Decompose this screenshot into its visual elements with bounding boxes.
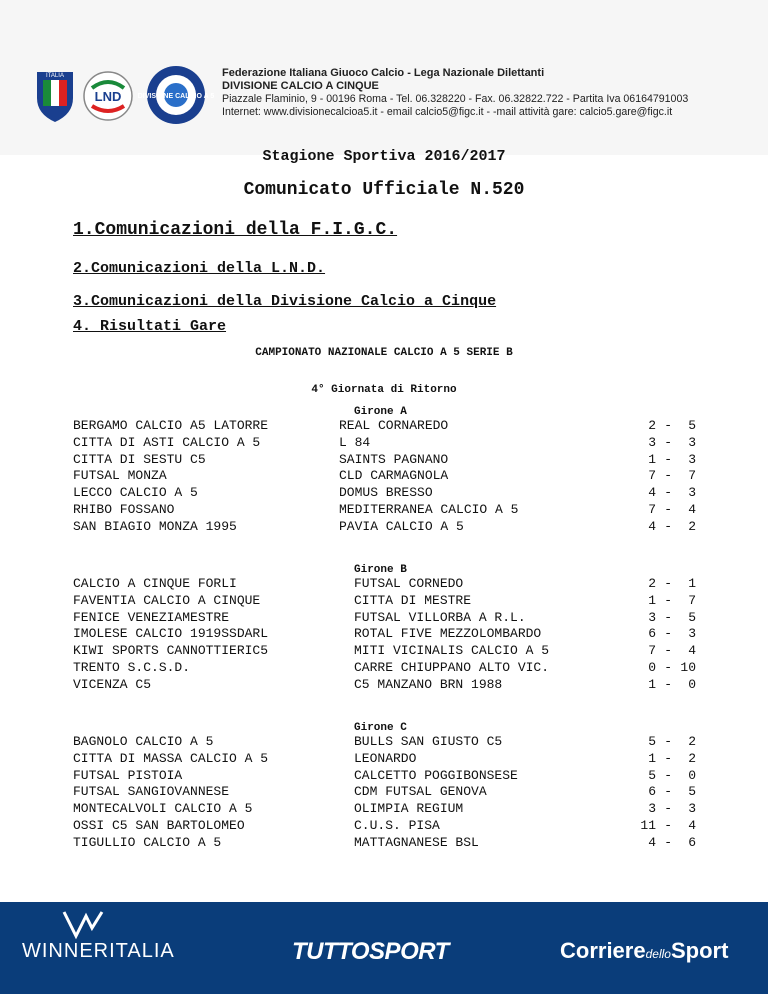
away-team: MEDITERRANEA CALCIO A 5	[339, 501, 519, 517]
home-score: 6	[648, 626, 656, 642]
away-team: BULLS SAN GIUSTO C5	[354, 734, 503, 749]
score-separator: -	[664, 485, 672, 501]
away-team: MATTAGNANESE BSL	[354, 834, 479, 850]
score-row	[630, 677, 696, 694]
girone-b-away-list	[354, 576, 549, 694]
away-score: 5	[688, 418, 696, 433]
championship-title: CAMPIONATO NAZIONALE CALCIO A 5 SERIE B	[255, 347, 513, 359]
home-score: 1	[648, 451, 656, 467]
away-score: 3	[688, 801, 696, 817]
home-score: 7	[648, 643, 656, 659]
home-team: RHIBO FOSSANO	[73, 501, 175, 517]
logo-c5-text: DIVISIONE CALCIO A 5	[137, 93, 215, 100]
home-team: CALCIO A CINQUE FORLI	[73, 576, 237, 591]
away-score: 7	[688, 468, 696, 484]
logo-italia-text: ITALIA	[46, 73, 64, 79]
away-score: 3	[688, 485, 696, 501]
score-row	[630, 801, 696, 818]
home-score: 4	[648, 485, 656, 501]
home-score: 2	[648, 418, 656, 433]
away-score: 3	[688, 626, 696, 642]
score-separator: -	[664, 734, 672, 749]
logo-lnd-text: LND	[94, 89, 122, 104]
score-row	[630, 485, 696, 502]
division-name: DIVISIONE CALCIO A CINQUE	[222, 80, 379, 92]
score-row	[630, 818, 696, 835]
score-row	[630, 768, 696, 785]
score-row	[630, 734, 696, 751]
home-team: OSSI C5 SAN BARTOLOMEO	[73, 817, 245, 833]
sponsor-winneritalia: WINNERITALIA	[22, 940, 175, 962]
score-row	[630, 576, 696, 593]
home-score: 1	[648, 750, 656, 766]
score-separator: -	[664, 643, 672, 659]
home-team: CITTA DI ASTI CALCIO A 5	[73, 434, 261, 450]
away-score: 5	[688, 609, 696, 625]
home-score: 3	[648, 801, 656, 817]
away-team: FUTSAL CORNEDO	[354, 576, 464, 591]
away-score: 2	[688, 750, 696, 766]
away-score: 4	[688, 817, 696, 833]
away-score: 4	[688, 643, 696, 659]
away-score: 2	[688, 518, 696, 534]
score-separator: -	[664, 817, 672, 833]
away-team: PAVIA CALCIO A 5	[339, 518, 464, 534]
away-team: SAINTS PAGNANO	[339, 451, 449, 467]
sponsor-corriere-small: dello	[645, 947, 671, 961]
girone-a-home-list	[73, 418, 268, 536]
girone-b-title: Girone B	[354, 564, 407, 576]
home-team: VICENZA C5	[73, 676, 152, 692]
home-team: FAVENTIA CALCIO A CINQUE	[73, 592, 261, 608]
score-separator: -	[664, 784, 672, 800]
away-team: CLD CARMAGNOLA	[339, 468, 449, 484]
away-team: C5 MANZANO BRN 1988	[354, 676, 503, 692]
comunicato-title: Comunicato Ufficiale N.520	[243, 180, 525, 200]
girone-c-home-list	[73, 734, 268, 852]
home-team: FUTSAL SANGIOVANNESE	[73, 784, 230, 800]
score-separator: -	[664, 418, 672, 433]
figc-italia-logo	[34, 64, 76, 124]
score-row	[630, 784, 696, 801]
away-team: LEONARDO	[354, 750, 417, 766]
federation-name: Federazione Italiana Giuoco Calcio - Lega Nazionale Dilettanti	[222, 67, 545, 79]
home-score: 0	[648, 659, 656, 675]
score-separator: -	[664, 434, 672, 450]
away-score: 5	[688, 784, 696, 800]
score-row	[630, 751, 696, 768]
home-team: TRENTO S.C.S.D.	[73, 659, 191, 675]
away-score: 3	[688, 451, 696, 467]
score-row	[630, 593, 696, 610]
away-team: CITTA DI MESTRE	[354, 592, 472, 608]
section-risultati: 4. Risultati Gare	[73, 318, 227, 335]
home-score: 1	[648, 592, 656, 608]
home-score: 4	[648, 834, 656, 850]
sponsor-footer	[0, 902, 768, 994]
home-team: IMOLESE CALCIO 1919SSDARL	[73, 626, 269, 642]
away-team: OLIMPIA REGIUM	[354, 801, 464, 817]
away-score: 7	[688, 592, 696, 608]
girone-a-title: Girone A	[354, 406, 407, 418]
score-separator: -	[664, 676, 672, 692]
section-divisione: 3.Comunicazioni della Divisione Calcio a Cinque	[73, 293, 497, 310]
home-score: 7	[648, 501, 656, 517]
score-row	[630, 502, 696, 519]
home-team: TIGULLIO CALCIO A 5	[73, 834, 222, 850]
home-score: 5	[648, 734, 656, 749]
lnd-logo	[82, 70, 134, 122]
home-score: 6	[648, 784, 656, 800]
home-team: MONTECALVOLI CALCIO A 5	[73, 801, 253, 817]
score-row	[630, 519, 696, 536]
score-separator: -	[664, 659, 672, 675]
home-team: KIWI SPORTS CANNOTTIERIC5	[73, 643, 269, 659]
away-team: FUTSAL VILLORBA A R.L.	[354, 609, 526, 625]
home-team: SAN BIAGIO MONZA 1995	[73, 518, 237, 534]
score-row	[630, 468, 696, 485]
home-score: 11	[640, 817, 656, 833]
home-score: 1	[648, 676, 656, 692]
score-row	[630, 835, 696, 852]
score-row	[630, 660, 696, 677]
away-team: CARRE CHIUPPANO ALTO VIC.	[354, 659, 550, 675]
home-score: 5	[648, 767, 656, 783]
score-separator: -	[664, 801, 672, 817]
away-team: MITI VICINALIS CALCIO A 5	[354, 643, 550, 659]
home-team: BAGNOLO CALCIO A 5	[73, 734, 214, 749]
round-title: 4° Giornata di Ritorno	[311, 384, 457, 396]
away-team: C.U.S. PISA	[354, 817, 440, 833]
away-team: ROTAL FIVE MEZZOLOMBARDO	[354, 626, 542, 642]
home-score: 3	[648, 609, 656, 625]
girone-a-scores	[630, 418, 696, 536]
federation-info	[222, 67, 688, 119]
sponsor-tuttosport: TUTTOSPORT	[292, 938, 449, 965]
section-figc: 1.Comunicazioni della F.I.G.C.	[73, 220, 398, 240]
away-score: 0	[688, 767, 696, 783]
section-lnd: 2.Comunicazioni della L.N.D.	[73, 260, 326, 277]
home-team: CITTA DI SESTU C5	[73, 451, 206, 467]
score-separator: -	[664, 834, 672, 850]
score-separator: -	[664, 468, 672, 484]
away-score: 2	[688, 734, 696, 749]
home-team: FUTSAL MONZA	[73, 468, 167, 484]
score-separator: -	[664, 518, 672, 534]
home-team: CITTA DI MASSA CALCIO A 5	[73, 750, 269, 766]
girone-c-title: Girone C	[354, 722, 407, 734]
score-separator: -	[664, 626, 672, 642]
away-score: 3	[688, 434, 696, 450]
away-team: L 84	[339, 434, 371, 450]
home-score: 4	[648, 518, 656, 534]
home-score: 2	[648, 576, 656, 591]
girone-b-scores	[630, 576, 696, 694]
season-title: Stagione Sportiva 2016/2017	[262, 148, 506, 165]
score-row	[630, 610, 696, 627]
score-separator: -	[664, 592, 672, 608]
home-team: FUTSAL PISTOIA	[73, 767, 183, 783]
away-score: 1	[688, 576, 696, 591]
away-team: CALCETTO POGGIBONSESE	[354, 767, 518, 783]
girone-a-away-list	[339, 418, 518, 536]
away-team: REAL CORNAREDO	[339, 418, 449, 433]
girone-c-away-list	[354, 734, 518, 852]
federation-internet: Internet: www.divisionecalcioa5.it - email calcio5@figc.it - -mail attività gare: calcio5.gare@figc.it	[222, 106, 673, 118]
away-score: 6	[688, 834, 696, 850]
score-separator: -	[664, 750, 672, 766]
sponsor-corriere-end: Sport	[670, 938, 729, 963]
home-team: LECCO CALCIO A 5	[73, 485, 198, 501]
girone-b-home-list	[73, 576, 268, 694]
score-separator: -	[664, 501, 672, 517]
winneritalia-mark-icon	[62, 910, 108, 938]
sponsor-corriere	[560, 938, 728, 964]
away-score: 4	[688, 501, 696, 517]
sponsor-corriere-main: Corriere	[560, 938, 646, 963]
score-row	[630, 626, 696, 643]
score-separator: -	[664, 576, 672, 591]
away-score: 10	[680, 659, 696, 675]
divisione-c5-logo	[137, 64, 215, 126]
home-team: FENICE VENEZIAMESTRE	[73, 609, 230, 625]
away-team: CDM FUTSAL GENOVA	[354, 784, 487, 800]
girone-c-scores	[630, 734, 696, 852]
away-team: DOMUS BRESSO	[339, 485, 433, 501]
home-team: BERGAMO CALCIO A5 LATORRE	[73, 418, 269, 433]
score-row	[630, 643, 696, 660]
home-score: 7	[648, 468, 656, 484]
away-score: 0	[688, 676, 696, 692]
home-score: 3	[648, 434, 656, 450]
score-separator: -	[664, 609, 672, 625]
federation-address: Piazzale Flaminio, 9 - 00196 Roma - Tel. 06.328220 - Fax. 06.32822.722 - Partita Iva 06164791003	[222, 93, 689, 105]
score-row	[630, 435, 696, 452]
score-separator: -	[664, 767, 672, 783]
score-row	[630, 452, 696, 469]
score-separator: -	[664, 451, 672, 467]
score-row	[630, 418, 696, 435]
